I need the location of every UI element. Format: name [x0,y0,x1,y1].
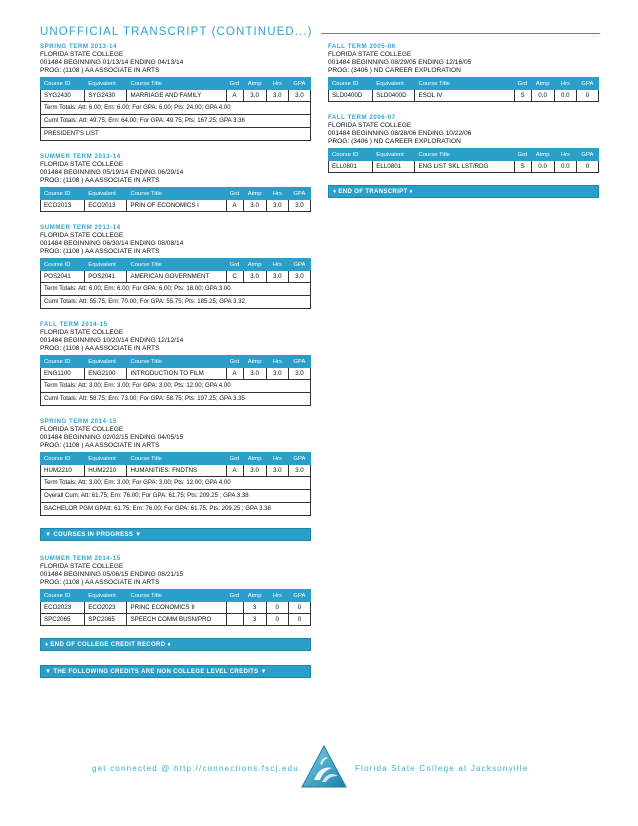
column-header: Course ID [41,356,85,368]
table-cell: 0.0 [531,161,554,173]
term-dates: 001484 BEGINNING 08/29/05 ENDING 12/16/05 [328,59,472,66]
table-row [41,90,311,102]
end-transcript-banner: ♦ END OF TRANSCRIPT ♦ [328,185,599,198]
table-header-row [41,453,311,465]
term-dates: 001484 BEGINNING 10/20/14 ENDING 12/12/14 [40,337,184,344]
table-cell: SPC2065 [41,614,85,626]
column-header: Course ID [41,188,85,200]
table-cell: HUM2210 [41,465,85,477]
courses-in-progress-banner: ▼ COURSES IN PROGRESS ▼ [40,528,311,541]
term-block [40,153,311,212]
term-block [328,114,599,173]
program-name: PROG: (1108 ) AA ASSOCIATE IN ARTS [40,345,160,352]
column-header: Course Title [127,590,226,602]
table-cell: 0 [288,614,310,626]
college-name: FLORIDA STATE COLLEGE [40,232,124,239]
table-row [41,614,311,626]
table-row [41,200,311,212]
column-header: Atmp [531,149,554,161]
table-row [329,161,599,173]
college-name: FLORIDA STATE COLLEGE [40,161,124,168]
column-header: Hrs [266,78,288,90]
term-block [328,43,599,102]
left-column [40,43,311,692]
table-cell: 0 [576,90,598,102]
column-header: Atmp [243,259,266,271]
term-block [40,418,311,516]
table-cell: 3.0 [288,465,310,477]
term-block [40,224,311,309]
table-header-row [329,78,599,90]
program-name: PROG: (1108 ) AA ASSOCIATE IN ARTS [40,248,160,255]
college-name: FLORIDA STATE COLLEGE [40,426,124,433]
table-cell: 0 [266,614,288,626]
column-header: Equivalent [85,188,127,200]
column-header: Equivalent [85,259,127,271]
college-name: FLORIDA STATE COLLEGE [328,122,412,129]
table-cell: 3.0 [266,368,288,380]
column-header: GPA [288,356,310,368]
column-header: GPA [288,453,310,465]
table-cell: 3 [243,614,266,626]
column-header: Course ID [41,78,85,90]
page-header [40,26,600,38]
course-table [40,187,311,212]
table-cell: A [226,465,243,477]
column-header: Grd [226,259,243,271]
column-header: Hrs [266,590,288,602]
table-cell: 3.0 [243,200,266,212]
college-name: FLORIDA STATE COLLEGE [40,563,124,570]
column-header: GPA [288,590,310,602]
table-cell: A [226,200,243,212]
column-header: Atmp [243,188,266,200]
column-header: Equivalent [373,78,415,90]
table-cell: 3.0 [266,465,288,477]
table-cell: 3.0 [243,271,266,283]
table-cell: POS2041 [41,271,85,283]
page-footer [0,744,638,794]
column-header: Equivalent [85,356,127,368]
column-header: Course Title [127,356,226,368]
term-name: FALL TERM 2006-07 [328,114,396,121]
program-name: PROG: (1108 ) AA ASSOCIATE IN ARTS [40,177,160,184]
table-cell: SLD0400D [329,90,373,102]
column-header: Course Title [415,78,514,90]
term-block [40,43,311,141]
column-header: Grd [226,78,243,90]
column-header: Atmp [243,78,266,90]
table-cell: 3.0 [266,200,288,212]
table-cell [226,614,243,626]
course-table [328,148,599,173]
column-header: Course ID [329,78,373,90]
column-header: Atmp [243,590,266,602]
table-header-row [41,590,311,602]
table-cell: 3.0 [243,465,266,477]
column-header: Course ID [41,259,85,271]
footer-connect-link[interactable]: get connected @ http://connections.fscj.edu [92,764,299,773]
table-cell: ENG LIST SKL LST/RDG [415,161,514,173]
column-header: Atmp [243,453,266,465]
table-cell: 0 [266,602,288,614]
term-name: SPRING TERM 2014-15 [40,418,117,425]
totals-line: Term Totals: Att: 6.00; Ern: 6.00; For GPA: 6.00; Pts: 24.00; GPA 4.00 [40,102,311,115]
table-cell: AMERICAN GOVERNMENT [127,271,226,283]
table-cell: 0 [576,161,598,173]
course-table [328,77,599,102]
table-header-row [41,188,311,200]
table-cell: INTRODUCTION TO FILM [127,368,226,380]
page-title: UNOFFICIAL TRANSCRIPT (CONTINUED...) [40,26,313,38]
course-table [40,355,311,380]
table-cell: ESOL IV [415,90,514,102]
table-cell: MARRIAGE AND FAMILY [127,90,226,102]
table-cell: A [226,368,243,380]
term-block [40,555,311,626]
table-header-row [41,259,311,271]
table-cell: 3.0 [288,271,310,283]
program-name: PROG: (3406 ) ND CAREER EXPLORATION [328,67,461,74]
column-header: Course ID [329,149,373,161]
table-cell: 3.0 [243,90,266,102]
term-dates: 001484 BEGINNING 05/19/14 ENDING 06/29/14 [40,169,184,176]
column-header: Course Title [127,78,226,90]
column-header: Hrs [266,356,288,368]
table-cell: PRINC ECONOMICS II [127,602,226,614]
column-header: Equivalent [85,453,127,465]
table-cell: 3.0 [288,368,310,380]
table-cell: SYG2430 [41,90,85,102]
header-rule [321,33,600,34]
table-header-row [41,78,311,90]
totals-line: Cuml Totals: Att: 58.75; Ern: 73.00; For GPA: 58.75; Pts: 197.25; GPA 3.35 [40,393,311,406]
table-header-row [41,356,311,368]
course-table [40,452,311,477]
term-dates: 001484 BEGINNING 08/28/06 ENDING 10/22/06 [328,130,472,137]
term-dates: 001484 BEGINNING 05/06/15 ENDING 08/21/15 [40,571,184,578]
table-cell: 3.0 [288,200,310,212]
column-header: Course Title [127,259,226,271]
course-table [40,258,311,283]
term-block [40,321,311,406]
non-college-credits-banner: ▼ THE FOLLOWING CREDITS ARE NON COLLEGE LEVEL CREDITS ▼ [40,665,311,678]
courses-in-progress-banner-wrap [40,528,311,541]
table-row [41,602,311,614]
table-cell: 0.0 [554,90,576,102]
table-cell: 0 [288,602,310,614]
column-header: Equivalent [85,78,127,90]
totals-line: Term Totals: Att: 3.00; Ern: 3.00; For GPA: 3.00; Pts: 12.00; GPA 4.00 [40,477,311,490]
program-name: PROG: (1108 ) AA ASSOCIATE IN ARTS [40,442,160,449]
column-header: GPA [576,78,598,90]
totals-line: Term Totals: Att: 6.00; Ern: 6.00; For GPA: 6.00; Pts: 18.00; GPA 3.00 [40,283,311,296]
column-header: Grd [226,188,243,200]
table-cell: 3.0 [243,368,266,380]
table-row [41,368,311,380]
totals-line: Cuml Totals: Att: 49.75; Ern: 64.00; For GPA: 49.75; Pts: 167.25; GPA 3.36 [40,115,311,128]
table-cell: ECO2013 [85,200,127,212]
table-cell: 3.0 [288,90,310,102]
term-dates: 001484 BEGINNING 02/02/15 ENDING 04/05/15 [40,434,184,441]
column-header: Atmp [243,356,266,368]
column-header: Course ID [41,453,85,465]
table-cell: 0.0 [531,90,554,102]
college-name: FLORIDA STATE COLLEGE [328,51,412,58]
footer-college-name: Florida State College at Jacksonville [355,764,529,773]
program-name: PROG: (1108 ) AA ASSOCIATE IN ARTS [40,67,160,74]
table-cell: POS2041 [85,271,127,283]
college-name: FLORIDA STATE COLLEGE [40,51,124,58]
table-cell: SPEECH COMM BUSN/PRO [127,614,226,626]
column-header: GPA [288,188,310,200]
column-header: GPA [576,149,598,161]
term-name: FALL TERM 2014-15 [40,321,108,328]
column-header: Grd [514,149,531,161]
term-name: SUMMER TERM 2014-15 [40,555,121,562]
term-name: SPRING TERM 2013-14 [40,43,117,50]
column-header: Course Title [127,453,226,465]
table-cell: 3 [243,602,266,614]
program-name: PROG: (3406 ) ND CAREER EXPLORATION [328,138,461,145]
table-header-row [329,149,599,161]
table-cell: ECO2013 [41,200,85,212]
column-header: Equivalent [85,590,127,602]
table-cell: SLD0400D [373,90,415,102]
table-cell: HUMANITIES: FNDTNS [127,465,226,477]
totals-line: PRESIDENT'S LIST [40,128,311,141]
table-row [329,90,599,102]
totals-line: BACHELOR PGM GPAtt: 61.75; Ern: 76.00; For GPA: 61.75; Pts: 209.25 ; GPA 3.38 [40,503,311,516]
column-header: GPA [288,259,310,271]
column-header: Hrs [266,259,288,271]
term-name: SUMMER TERM 2013-14 [40,224,121,231]
table-cell: PRIN OF ECONOMICS I [127,200,226,212]
table-cell: ELL0801 [329,161,373,173]
college-name: FLORIDA STATE COLLEGE [40,329,124,336]
table-cell: 3.0 [266,90,288,102]
table-cell: C [226,271,243,283]
term-dates: 001484 BEGINNING 01/13/14 ENDING 04/13/14 [40,59,184,66]
column-header: Atmp [531,78,554,90]
column-header: Course ID [41,590,85,602]
end-college-credit-banner-wrap [40,638,311,651]
column-header: Grd [226,356,243,368]
table-cell [226,602,243,614]
table-row [41,465,311,477]
table-row [41,271,311,283]
table-cell: SPC2065 [85,614,127,626]
column-header: Course Title [415,149,514,161]
right-column [328,43,599,212]
column-header: Grd [226,590,243,602]
column-header: Equivalent [373,149,415,161]
table-cell: 3.0 [266,271,288,283]
term-dates: 001484 BEGINNING 06/30/14 ENDING 08/08/14 [40,240,184,247]
column-header: Course Title [127,188,226,200]
table-cell: SYG2430 [85,90,127,102]
term-name: SUMMER TERM 2013-14 [40,153,121,160]
fscj-triangle-logo-icon [300,744,348,790]
end-college-credit-banner: ♦ END OF COLLEGE CREDIT RECORD ♦ [40,638,311,651]
column-header: Hrs [266,188,288,200]
table-cell: ECO2023 [85,602,127,614]
column-header: GPA [288,78,310,90]
totals-line: Cuml Totals: Att: 55.75; Ern: 70.00; For GPA: 55.75; Pts: 185.25; GPA 3.32 [40,296,311,309]
column-header: Grd [514,78,531,90]
table-cell: 0.0 [554,161,576,173]
table-cell: S [514,161,531,173]
table-cell: ECO2023 [41,602,85,614]
table-cell: A [226,90,243,102]
program-name: PROG: (1108 ) AA ASSOCIATE IN ARTS [40,579,160,586]
table-cell: HUM2210 [85,465,127,477]
table-cell: ELL0801 [373,161,415,173]
term-name: FALL TERM 2005-06 [328,43,396,50]
course-table [40,589,311,626]
totals-line: Term Totals: Att: 3.00; Ern: 3.00; For GPA: 3.00; Pts: 12.00; GPA 4.00 [40,380,311,393]
column-header: Hrs [554,149,576,161]
table-cell: ENG2100 [85,368,127,380]
column-header: Hrs [266,453,288,465]
table-cell: S [514,90,531,102]
course-table [40,77,311,102]
end-transcript-banner-wrap [328,185,599,198]
column-header: Hrs [554,78,576,90]
totals-line: Overall Cum: Att: 61.75; Ern: 76.00; For GPA: 61.75; Pts: 209.25 ; GPA 3.38 [40,490,311,503]
column-header: Grd [226,453,243,465]
non-college-credits-banner-wrap [40,665,311,678]
table-cell: ENG1100 [41,368,85,380]
